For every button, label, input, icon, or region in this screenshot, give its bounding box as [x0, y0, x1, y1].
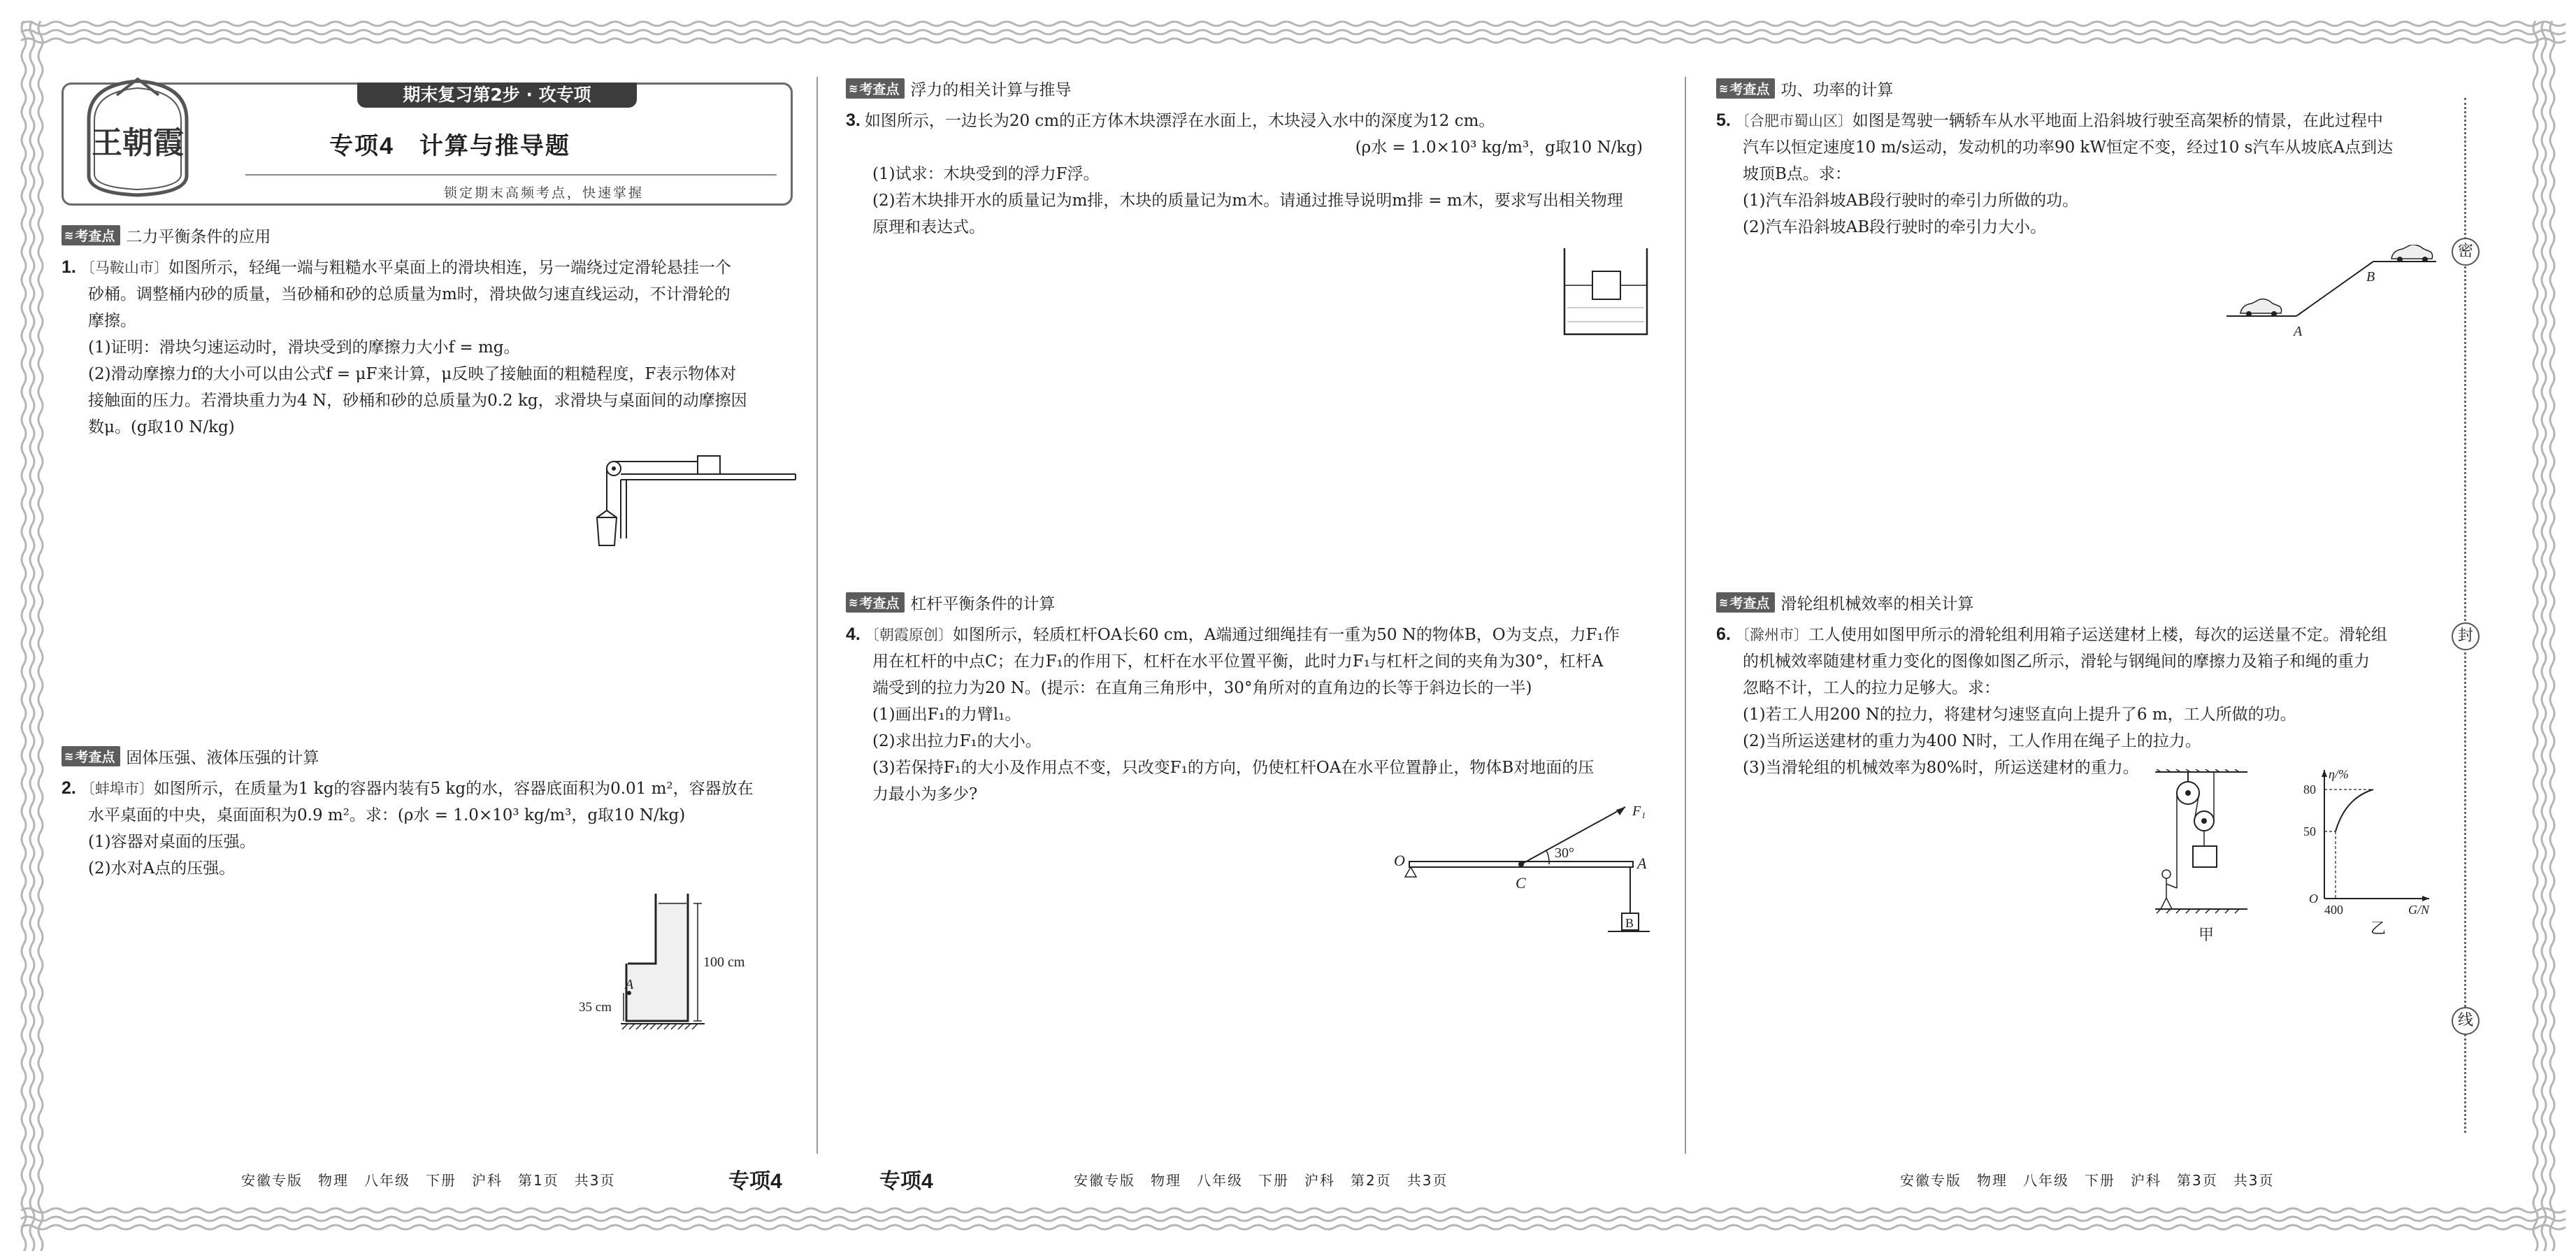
subquestion-1: (1)证明：滑块匀速运动时，滑块受到的摩擦力大小f = mg。: [88, 338, 520, 357]
question-source: 〔马鞍山市〕: [80, 259, 168, 276]
footer-page-2: 安徽专版 物理 八年级 下册 沪科 第2页 共3页: [1074, 1172, 1448, 1189]
graph-origin: O: [2309, 892, 2318, 906]
svg-text:王朝霞: 王朝霞: [92, 126, 184, 160]
question-1: [62, 254, 789, 441]
binding-mark-xian: 线: [2452, 1007, 2480, 1035]
page-title: 专项4 计算与推导题: [329, 133, 570, 159]
question-3: [846, 107, 1657, 241]
lever-figure: [1384, 804, 1657, 944]
question-4: [846, 621, 1657, 808]
question-number: 3.: [846, 110, 861, 130]
subquestion-2: (2)求出拉力F₁的大小。: [872, 732, 1042, 750]
question-number: 5.: [1716, 110, 1731, 130]
section-header: [846, 77, 1657, 100]
kaodian-badge: ≋ 考查点: [1716, 78, 1775, 99]
point-c-label: C: [1516, 874, 1526, 892]
pivot-o-label: O: [1394, 852, 1405, 869]
footer-topic-tag-mid: 专项4: [879, 1170, 933, 1193]
subquestion-2: (2)汽车沿斜坡AB段行驶时的牵引力大小。: [1743, 218, 2047, 236]
efficiency-graph-yi: [2296, 766, 2436, 944]
section-title: 浮力的相关计算与推导: [910, 81, 1072, 99]
question-source: 〔朝霞原创〕: [864, 627, 953, 643]
section-header: [62, 745, 789, 768]
page-divider-2: [1685, 77, 1686, 1154]
subquestion-1: (1)若工人用200 N的拉力，将建材匀速竖直向上提升了6 m，工人所做的功。: [1743, 706, 2296, 724]
question-5: [1716, 107, 2457, 241]
car-icon: [2391, 245, 2433, 262]
question-text: 如图所示，在质量为1 kg的容器内装有5 kg的水，容器底面积为0.01 m²，容器放在: [153, 780, 754, 798]
question-text: 坡顶B点。求：: [1743, 165, 1851, 183]
subquestion-2-cont: 接触面的压力。若滑块重力为4 N，砂桶和砂的总质量为0.2 kg，求滑块与桌面间的动摩擦因: [88, 392, 747, 410]
question-text: 如图所示，一边长为20 cm的正方体木块漂浮在水面上，木块浸入水中的深度为12 cm。: [864, 112, 1495, 130]
section-title: 杠杆平衡条件的计算: [910, 595, 1056, 613]
tick-80: 80: [2303, 782, 2316, 796]
question-text: 用在杠杆的中点C；在力F₁的作用下，杠杆在水平位置平衡，此时力F₁与杠杆之间的夹角为30°，杠杆A: [872, 652, 1604, 671]
point-a-label: A: [625, 977, 634, 992]
question-text: 砂桶。调整桶内砂的质量，当砂桶和砂的总质量为m时，滑块做匀速直线运动，不计滑轮的: [88, 285, 731, 303]
binding-mark-mi: 密: [2452, 238, 2480, 266]
question-text: 的机械效率随建材重力变化的图像如图乙所示，滑轮与钢绳间的摩擦力及箱子和绳的重力: [1743, 652, 2370, 671]
subquestion-2: (2)若木块排开水的质量记为m排，木块的质量记为m木。请通过推导说明m排 = m木，要求写出相关物理: [872, 192, 1623, 210]
question-constants: (ρ水 = 1.0×10³ kg/m³，g取10 N/kg): [1355, 138, 1643, 157]
question-text: 水平桌面的中央，桌面面积为0.9 m²。求：(ρ水 = 1.0×10³ kg/m³，g取10 N/kg): [88, 806, 686, 824]
question-text: 汽车以恒定速度10 m/s运动，发动机的功率90 kW恒定不变，经过10 s汽车从坡底A点到达: [1743, 138, 2394, 157]
question-number: 1.: [62, 257, 76, 277]
question-text: 如图所示，轻绳一端与粗糙水平桌面上的滑块相连，另一端绕过定滑轮悬挂一个: [168, 259, 731, 277]
question-text: 忽略不计，工人的拉力足够大。求：: [1743, 679, 2000, 697]
footer-page-3: 安徽专版 物理 八年级 下册 沪科 第3页 共3页: [1900, 1172, 2275, 1189]
footer-topic-tag-left: 专项4: [728, 1170, 782, 1193]
graph-y-label: η/%: [2329, 767, 2349, 781]
slope-car-figure: [2226, 245, 2436, 343]
subquestion-2: (2)水对A点的压强。: [88, 859, 236, 878]
figure-yi-label: 乙: [2370, 920, 2387, 937]
binding-mark-feng: 封: [2452, 622, 2480, 650]
kaodian-badge: ≋ 考查点: [1716, 592, 1775, 613]
kaodian-badge: ≋ 考查点: [846, 78, 905, 99]
height-label-100: 100 cm: [703, 955, 745, 970]
question-text: 如图是驾驶一辆轿车从水平地面上沿斜坡行驶至高架桥的情景，在此过程中: [1852, 112, 2383, 130]
page-subtitle: 锁定期末高频考点，快速掌握: [443, 185, 644, 201]
footer-page-1: 安徽专版 物理 八年级 下册 沪科 第1页 共3页: [241, 1172, 616, 1189]
logo-seal: [68, 71, 208, 203]
subquestion-1: (1)画出F₁的力臂l₁。: [872, 706, 1021, 724]
car-icon: [2240, 299, 2282, 317]
header-box: [62, 83, 793, 206]
subquestion-3: (3)若保持F₁的大小及作用点不变，只改变F₁的方向，仍使杠杆OA在水平位置静止，物体B对地面的压: [872, 759, 1595, 777]
point-a-label: A: [1637, 855, 1647, 872]
floating-block-figure: [1559, 245, 1657, 343]
section-header: [1716, 591, 2457, 614]
header-divider: [245, 174, 777, 176]
subquestion-3-cont: 力最小为多少?: [872, 785, 978, 803]
point-b-label: B: [2366, 269, 2375, 285]
kaodian-badge: ≋ 考查点: [62, 746, 120, 766]
subquestion-2-cont: 数μ。(g取10 N/kg): [88, 418, 235, 436]
question-number: 4.: [846, 624, 861, 644]
question-source: 〔滁州市〕: [1734, 627, 1808, 643]
force-f1-label: F₁: [1632, 804, 1646, 819]
point-a-label: A: [2294, 324, 2303, 339]
question-6: [1716, 621, 2457, 781]
block-b-label: B: [1625, 916, 1634, 930]
question-number: 2.: [62, 778, 76, 798]
subquestion-2: (2)滑动摩擦力f的大小可以由公式f = μF来计算，μ反映了接触面的粗糙程度，F表示物体对: [88, 365, 737, 383]
subquestion-1: (1)汽车沿斜坡AB段行驶时的牵引力所做的功。: [1743, 192, 2079, 210]
section-header: [1716, 77, 2457, 100]
subquestion-1: (1)容器对桌面的压强。: [88, 833, 256, 851]
subquestion-3: (3)当滑轮组的机械效率为80%时，所运送建材的重力。: [1743, 759, 2139, 777]
section-header: [846, 591, 1657, 614]
pulley-table-figure: [593, 441, 803, 552]
tick-50: 50: [2303, 824, 2316, 838]
height-label-35: 35 cm: [579, 1000, 612, 1015]
section-title: 滑轮组机械效率的相关计算: [1780, 595, 1974, 613]
kaodian-badge: ≋ 考查点: [62, 225, 120, 245]
pulley-system-figure-jia: [2150, 769, 2254, 944]
tick-400: 400: [2324, 903, 2343, 917]
question-text: 摩擦。: [88, 312, 136, 330]
graph-x-label: G/N: [2408, 903, 2430, 917]
question-source: 〔蚌埠市〕: [80, 780, 154, 797]
question-text: 如图所示，轻质杠杆OA长60 cm，A端通过细绳挂有一重为50 N的物体B，O为支点，力F₁作: [952, 626, 1620, 644]
kaodian-badge: ≋ 考查点: [846, 592, 905, 613]
container-figure: [565, 888, 789, 1049]
page-divider-1: [816, 77, 818, 1154]
section-title: 固体压强、液体压强的计算: [126, 749, 319, 767]
question-source: 〔合肥市蜀山区〕: [1734, 113, 1852, 129]
angle-label: 30°: [1555, 845, 1574, 861]
section-title: 二力平衡条件的应用: [126, 228, 271, 246]
figure-jia-label: 甲: [2199, 926, 2215, 943]
question-text: 工人使用如图甲所示的滑轮组利用箱子运送建材上楼，每次的运送量不定。滑轮组: [1808, 626, 2387, 644]
subquestion-2: (2)当所运送建材的重力为400 N时，工人作用在绳子上的拉力。: [1743, 732, 2201, 750]
subquestion-1: (1)试求：木块受到的浮力F浮。: [872, 165, 1100, 183]
question-2: [62, 775, 789, 882]
review-step-tag: 期末复习第2步 · 攻专项: [357, 83, 637, 108]
section-header: [62, 224, 789, 247]
section-title: 功、功率的计算: [1780, 81, 1894, 99]
question-number: 6.: [1716, 624, 1731, 644]
subquestion-2-cont: 原理和表达式。: [872, 218, 985, 236]
question-text: 端受到的拉力为20 N。(提示：在直角三角形中，30°角所对的直角边的长等于斜边长的一半): [872, 679, 1532, 697]
